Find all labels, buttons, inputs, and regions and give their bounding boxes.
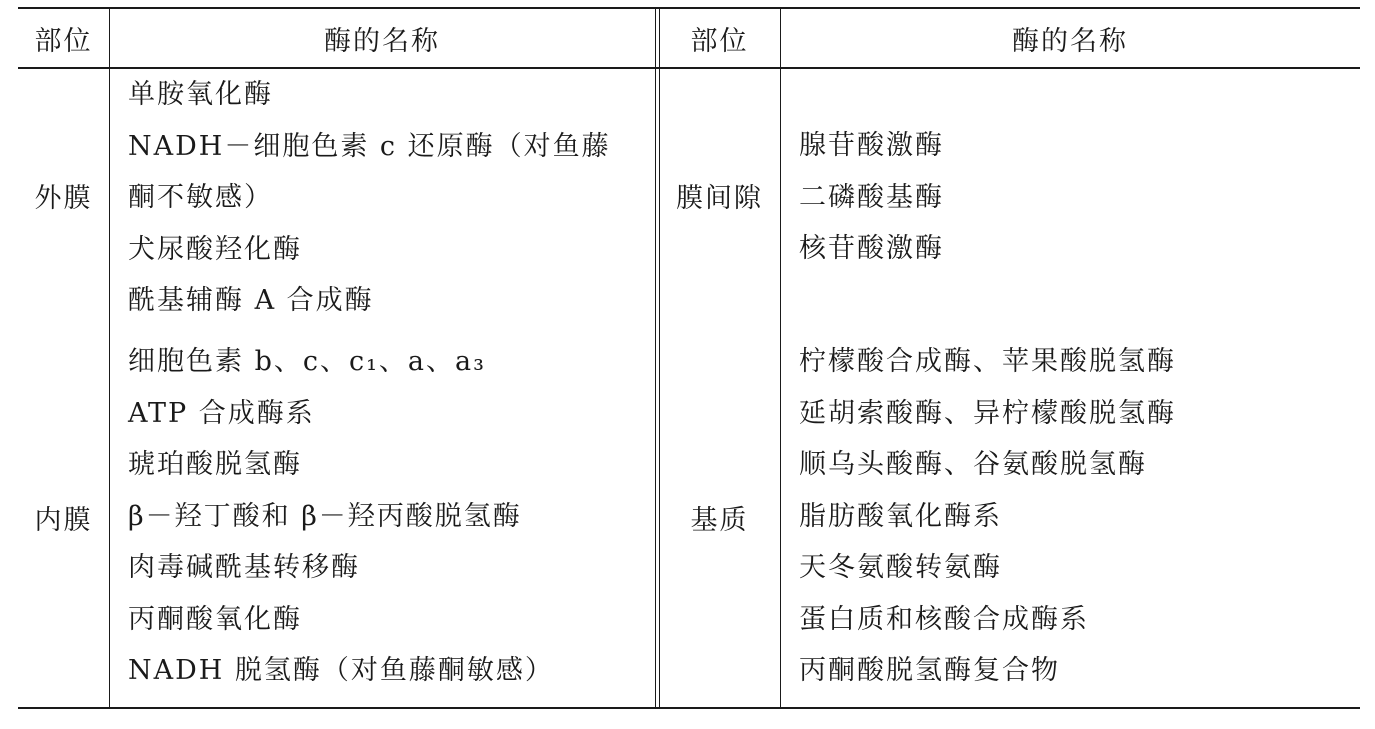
list-item: ATP 合成酶系	[128, 397, 315, 429]
list-item: 蛋白质和核酸合成酶系	[799, 603, 1089, 635]
center-double-divider	[655, 7, 656, 709]
bottom-rule	[18, 707, 1360, 709]
location-inner-membrane: 内膜	[34, 504, 93, 536]
list-item: 丙酮酸氧化酶	[128, 603, 302, 635]
outer-membrane-enzyme-list	[128, 69, 611, 327]
list-item: 细胞色素 b、c、c₁、a、a₃	[128, 346, 486, 377]
matrix-enzyme-list	[799, 336, 1176, 697]
header-location-right: 部位	[690, 25, 749, 57]
list-item: 天冬氨酸转氨酶	[799, 552, 1002, 583]
list-item: β－羟丁酸和 β－羟丙酸脱氢酶	[128, 500, 522, 532]
list-item: 脂肪酸氧化酶系	[799, 500, 1002, 532]
header-enzyme-name-left: 酶的名称	[324, 25, 440, 57]
list-item: 延胡索酸酶、异柠檬酸脱氢酶	[799, 397, 1176, 429]
list-item: 腺苷酸激酶	[799, 130, 944, 161]
list-item: 核苷酸激酶	[799, 233, 944, 264]
location-outer-membrane: 外膜	[34, 182, 93, 214]
enzyme-location-table	[18, 7, 1360, 709]
list-item: 丙酮酸脱氢酶复合物	[799, 655, 1060, 686]
column-divider	[109, 7, 110, 709]
list-item: 酰基辅酶 A 合成酶	[128, 285, 374, 316]
location-intermembrane-space: 膜间隙	[676, 182, 763, 214]
header-enzyme-name-right: 酶的名称	[1012, 25, 1128, 57]
list-item: 酮不敏感）	[128, 182, 273, 213]
list-item: NADH－细胞色素 c 还原酶（对鱼藤	[128, 130, 611, 162]
list-item: 二磷酸基酶	[799, 181, 944, 213]
list-item: 琥珀酸脱氢酶	[128, 449, 302, 480]
list-item: 肉毒碱酰基转移酶	[128, 552, 360, 583]
center-double-divider	[659, 7, 660, 709]
list-item: NADH 脱氢酶（对鱼藤酮敏感）	[128, 655, 554, 686]
list-item: 柠檬酸合成酶、苹果酸脱氢酶	[799, 346, 1176, 377]
header-location-left: 部位	[34, 25, 93, 57]
inner-membrane-enzyme-list	[128, 336, 554, 697]
list-item: 顺乌头酸酶、谷氨酸脱氢酶	[799, 449, 1147, 480]
location-matrix: 基质	[690, 504, 749, 536]
list-item: 犬尿酸羟化酶	[128, 233, 302, 265]
list-item: 单胺氧化酶	[128, 79, 273, 110]
intermembrane-space-enzyme-list	[799, 120, 944, 275]
column-divider	[780, 7, 781, 709]
